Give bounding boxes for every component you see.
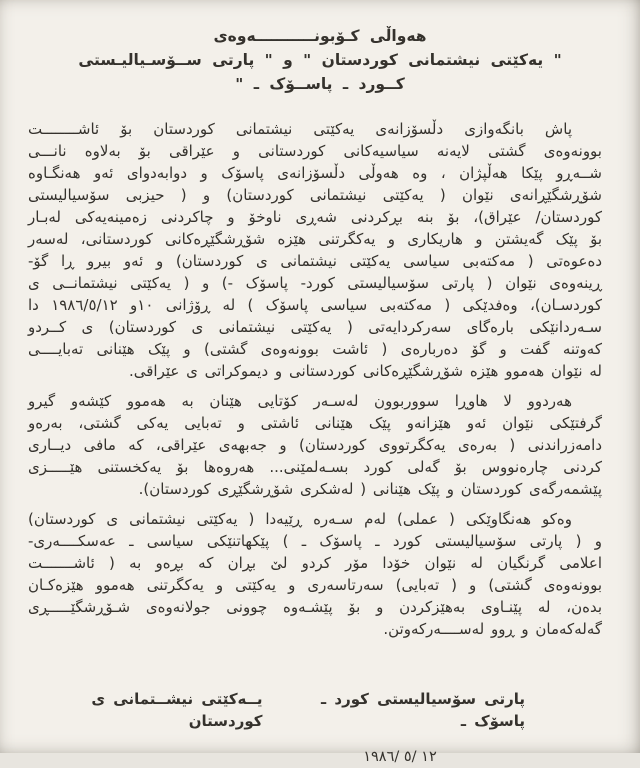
paragraph-3 (28, 508, 602, 640)
body-line: بدەن، لە پێنـاوی بەهێزکردن و بۆ پێشـەوە چوونی جولانەوەی شـۆڕشگێـــــڕی (28, 598, 602, 616)
body-line: لە نێوان هەموو هێزە شۆڕشگێڕەکانی کوردستانی و دیموکراتی ی عێراقی. (128, 362, 602, 380)
title-line-2: " یەکێتی نیشتمانی کوردستان " و " پارتی ســۆسـیالیـستی (78, 51, 562, 69)
body-line: هەردوو لا هاوڕا سووربوون لەسـەر کۆتایی هێنان بە هەموو کێشەو گیرو (28, 392, 572, 410)
body-line: سـەردانێکی بارەگای سەرکردایەتی ( یەکێتی نیشتمانی ی کوردستان) ی کــردو (28, 318, 602, 336)
paragraph-1 (28, 118, 602, 382)
body-line: بوونەوەی گشتی لایەنە سیاسیەکانی کوردستانی و عێراقی بۆ بەلاوە نانـــی (28, 142, 602, 160)
title-line-1: هەواڵی کـۆبونـــــــــــەوەی (213, 27, 427, 45)
body-line: و ( پارتی سۆسیالیستی کورد ـ پاسۆک ـ ) پێکهاتنێکی سیاسی ـ عەسکــــەری- (28, 532, 602, 550)
body-line: وەکو هەنگاوێکی ( عملی) لەم سـەرە ڕێیەدا ( یەکێتی نیشتمانی ی کوردستان) (28, 510, 572, 528)
signature-row (0, 688, 640, 732)
signature-puk: یــەکێتی نیشــتمانی ی کوردستان (91, 690, 263, 730)
document-date: ١٩٨٦/ ٥/ ١٢ (363, 749, 437, 765)
body-line: پاش بانگەوازی دڵسۆزانەی یەکێتی نیشتمانی کوردستان بۆ ئاشــــــــت (28, 120, 572, 138)
body-line: شــەڕو پێکا هەڵپژان ، وە هەوڵی دڵسۆزانەی پاسۆک و دوابەدوای ئەو هەنگـاوە (28, 164, 602, 182)
body-line: ڕینەوەی نێوان ( پارتی سۆسیالیستی کورد- پاسۆک -) و ( یەکێتی نیشتمانــی ی (28, 274, 602, 292)
body-line: شۆڕشگێڕانەی نێوان ( یەکێتی نیشتمانی کوردستان) و ( حیزبی سۆسیالیستی (28, 186, 602, 204)
document-footer (0, 688, 640, 768)
body-line: کوردسـان)، وەفدێکی ( مەکتەبی سیاسی پاسۆک ) لە ڕۆژانی ١٠و ١٩٨٦/٥/١٢ دا (28, 296, 602, 314)
body-line: پێشمەرگەی کوردستان و پێک هێنانی ( لەشکری شۆڕشگێڕی کوردستان). (138, 480, 602, 498)
body-line: اعلامی گرنگیان لە نێوان خۆدا مۆر کردو لێ بڕان کە بڕەو بە ( ئاشـــــــت (28, 554, 602, 572)
body-line: بۆ پێک گەیشتن و هاریکاری و یەکگرتنی هێزە شۆڕشگێڕەکانی کوردستانی، لەسەر (28, 230, 602, 248)
body-line: بوونەوەی گشتی) و ( تەبایی) سەرتاسەری و یەکێتی و یەکگرتنی هەموو هێزەکـان (28, 576, 602, 594)
body-line: کەوتنە گفت و گۆ دەربارەی ( ئاشت بوونەوەی گشتی) و پێک هێنانی تەبایــــی (28, 340, 602, 358)
document-title (0, 0, 640, 96)
body-line: دامەزراندنی ( بەرەی یەکگرتووی کوردستان) و جەبهەی عێراقی، کە مافی دیــاری (28, 436, 602, 454)
signature-party-pasok: پارتی سۆسیالیستی کورد ـ پاسۆک ـ (321, 690, 525, 730)
date-row (0, 746, 640, 768)
body-line: کوردستان/ عێراق)، بۆ بنە بڕکردنی شەڕی ناوخۆ و چاکردنی زەمینەیەکی لەبـار (28, 208, 602, 226)
document-body (0, 118, 640, 640)
body-line: کردنی چارەنووس بۆ گەلی کورد بسـەلمێنی... هەروەها بۆ یەکخستنی هێـــــزی (28, 458, 602, 476)
paragraph-2 (28, 390, 602, 500)
body-line: دەعوەتی ( مەکتەبی سیاسی یەکێتی نیشتمانی ی کوردستان) و ئەو بیرو ڕا گۆ- (28, 252, 602, 270)
body-line: گەلەکەمان و ڕوو لەســــەرکەوتن. (383, 620, 602, 638)
body-line: گرفتێکی نێوان ئەو هێزانەو پێک هێنانی ئاشتی و تەبایی یەکی گشتی، بەرەو (28, 414, 602, 432)
title-line-3: کــورد ـ پاســۆک ـ " (235, 75, 405, 93)
